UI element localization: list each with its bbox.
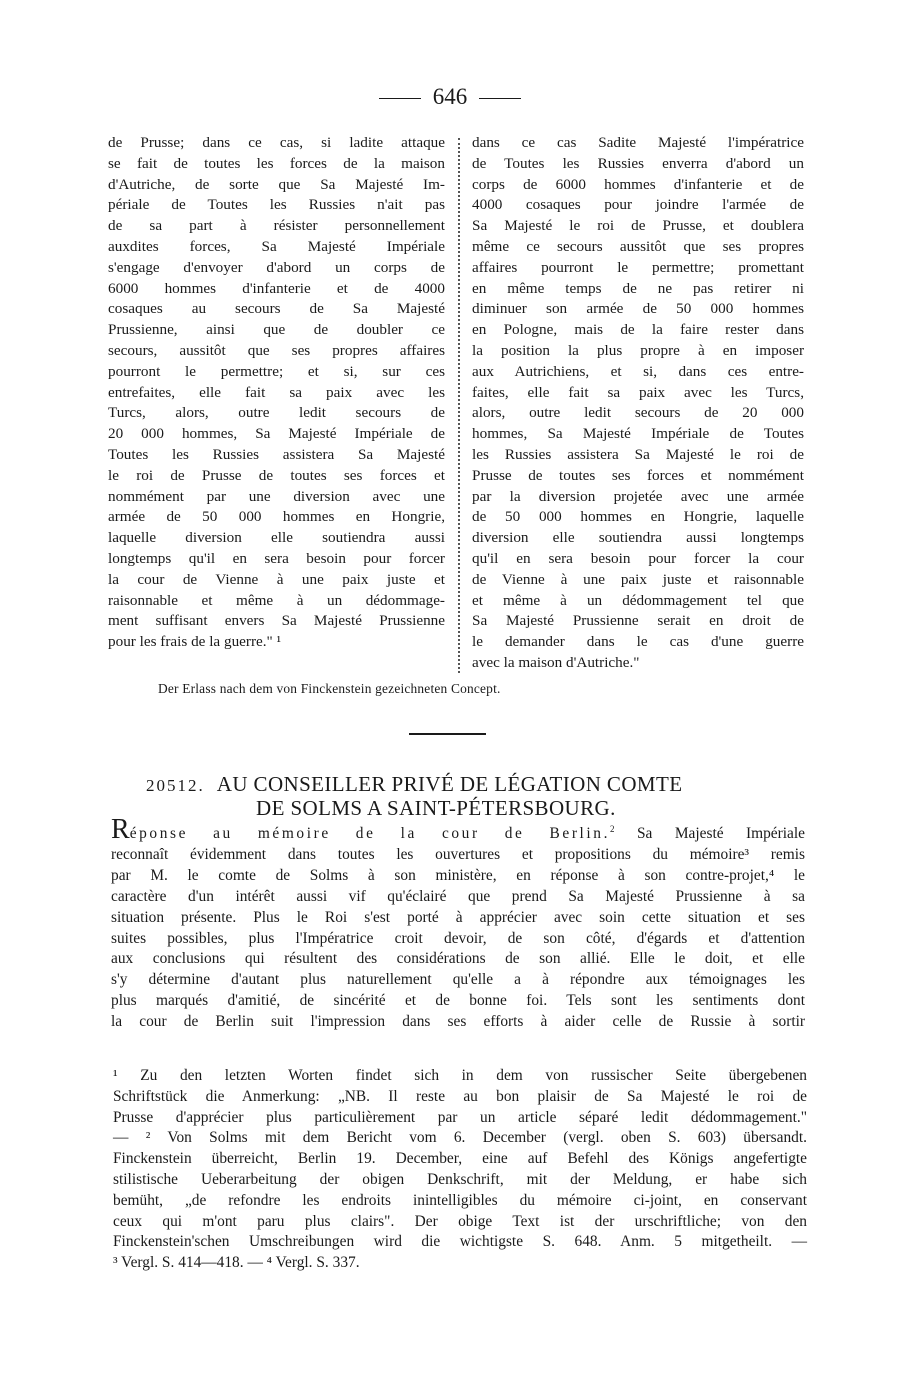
right-column-line: et même à un dédommagement tel que <box>472 591 804 609</box>
document-number: 20512. <box>146 776 205 795</box>
footnote-line: — ² Von Solms mit dem Bericht vom 6. December (vergl. oben S. 603) übersandt. <box>113 1129 807 1147</box>
right-column-line: dans ce cas Sadite Majesté l'impératrice <box>472 134 804 151</box>
left-column-line: Turcs, alors, outre ledit secours de <box>108 404 445 422</box>
left-column-line: nommément par une diversion avec une <box>108 487 445 505</box>
right-column <box>472 133 804 674</box>
body-first-line-rest: Sa Majesté Impériale <box>637 825 805 842</box>
left-column-line: s'engage d'envoyer d'abord un corps de <box>108 258 445 276</box>
body-line: s'y détermine d'autant plus naturellement qu'elle a à répondre aux témoignages les <box>111 971 805 989</box>
body-line: aux conclusions qui résultent des considérations de son allié. Elle le doit, et elle <box>111 950 805 968</box>
page-number-text: 646 <box>432 84 468 109</box>
right-column-line: Prusse de toutes ses forces et nommément <box>472 466 804 484</box>
right-column-line: affaires pourront le permettre; promettant <box>472 258 804 276</box>
footnote-line: Schriftstück die Anmerkung: „NB. Il reste au bon plaisir de Sa Majesté le roi de <box>113 1087 807 1105</box>
right-column-line: même ce secours aussitôt que ses propres <box>472 237 804 255</box>
footnote-line: ceux qui m'ont paru plus clairs". Der obige Text ist der urschriftliche; von den <box>113 1212 807 1230</box>
right-column-line: Sa Majesté le roi de Prusse, et doublera <box>472 217 804 235</box>
body-line: caractère d'un intérêt aussi vif qu'éclairé que prend Sa Majesté Prussienne à sa <box>111 887 805 905</box>
right-column-line: en Pologne, mais de la faire rester dans <box>472 321 804 339</box>
right-column-line: diversion elle soutiendra aussi longtemps <box>472 529 804 547</box>
section-rule <box>409 733 486 735</box>
source-note: Der Erlass nach dem von Finckenstein gezeichneten Concept. <box>158 681 501 696</box>
right-column-line: par la diversion projetée avec une armée <box>472 487 804 505</box>
footnote-line: Finckenstein'schen Umschreibungen wird die wichtigste S. 648. Anm. 5 mitgetheilt. — <box>113 1233 807 1251</box>
left-column-line: 6000 hommes d'infanterie et de 4000 <box>108 279 445 297</box>
body-line: situation présente. Plus le Roi s'est porté à apprécier avec soin cette situation et ses <box>111 908 805 926</box>
left-column-line: entrefaites, elle fait sa paix avec les <box>108 383 445 401</box>
column-divider <box>458 138 460 673</box>
left-column-line: laquelle diversion elle soutiendra aussi <box>108 529 445 547</box>
left-column-line: le roi de Prusse de toutes ses forces et <box>108 466 445 484</box>
body-line: suites possibles, plus l'Impératrice croit devoir, de son côté, d'égards et d'attention <box>111 929 805 947</box>
left-column-line: 20 000 hommes, Sa Majesté Impériale de <box>108 425 445 443</box>
footnote-line: Prusse d'apprécier plus particulièrement par un article séparé ledit dédommagement." <box>113 1108 807 1126</box>
left-column-line: périale de Toutes les Russies n'ait pas <box>108 196 445 214</box>
footnote-line: ³ Vergl. S. 414—418. — ⁴ Vergl. S. 337. <box>113 1254 360 1272</box>
left-column-line: pour les frais de la guerre." ¹ <box>108 633 282 651</box>
right-column-line: de 50 000 hommes en Hongrie, laquelle <box>472 508 804 526</box>
left-column-line: armée de 50 000 hommes en Hongrie, <box>108 508 445 526</box>
body-line: reconnaît évidemment dans toutes les ouvertures et propositions du mémoire³ remis <box>111 845 805 863</box>
body-first-line <box>111 814 805 845</box>
body-line: plus marqués d'amitié, de sincérité et de bonne foi. Tels sont les sentiments dont <box>111 992 805 1010</box>
right-column-line: faites, elle fait sa paix avec les Turcs, <box>472 383 804 401</box>
right-column-line: de Toutes les Russies enverra d'abord un <box>472 154 804 172</box>
body-line: la cour de Berlin suit l'impression dans ses efforts à aider celle de Russie à sortir <box>111 1013 805 1031</box>
body-line: par M. le comte de Solms à son ministère, en réponse à son contre-projet,⁴ le <box>111 866 805 884</box>
left-column-line: longtemps qu'il en sera besoin pour forcer <box>108 549 445 567</box>
left-column-line: de Prusse; dans ce cas, si ladite attaque <box>108 134 445 151</box>
page-number <box>0 84 900 110</box>
page-number-dash-left <box>379 98 421 99</box>
body-opening-spaced: éponse au mémoire de la cour de Berlin. <box>129 825 611 842</box>
right-column-line: aux Autrichiens, et si, dans ces entre- <box>472 362 804 380</box>
footnote-line: ¹ Zu den letzten Worten findet sich in dem von russischer Seite übergebenen <box>113 1067 807 1084</box>
right-column-line: qu'il en sera besoin pour forcer la cour <box>472 549 804 567</box>
footnote-line: bemüht, „de refondre les endroits inintelligibles du mémoire ci-joint, en conservant <box>113 1191 807 1209</box>
left-column-line: de sa part à résister personnellement <box>108 217 445 235</box>
left-column-line: ment suffisant envers Sa Majesté Prussienne <box>108 612 445 630</box>
footnote-line: Finckenstein überreicht, Berlin 19. December, eine auf Befehl des Königs angefertigte <box>113 1150 807 1168</box>
right-column-line: Sa Majesté Prussienne serait en droit de <box>472 612 804 630</box>
document-title-line1: AU CONSEILLER PRIVÉ DE LÉGATION COMTE <box>216 772 683 796</box>
left-column-line: cosaques au secours de Sa Majesté <box>108 300 445 318</box>
right-column-line: la position la plus propre à en imposer <box>472 341 804 359</box>
left-column-line: secours, aussitôt que ses propres affaires <box>108 341 445 359</box>
right-column-line: de Vienne à une paix juste et raisonnable <box>472 570 804 588</box>
right-column-line: alors, outre ledit secours de 20 000 <box>472 404 804 422</box>
left-column-line: la cour de Vienne à une paix juste et <box>108 570 445 588</box>
footnote-ref-2: 2 <box>610 824 615 834</box>
footnote-line: stilistische Ueberarbeitung der obigen Denkschrift, mit der Meldung, er habe sich <box>113 1170 807 1188</box>
body-lines <box>111 845 805 1033</box>
document-heading <box>146 773 806 820</box>
left-column-line: d'Autriche, de sorte que Sa Majesté Im- <box>108 175 445 193</box>
left-column-line: raisonnable et même à un dédommage- <box>108 591 445 609</box>
left-column-line: pourront le permettre; et si, sur ces <box>108 362 445 380</box>
left-column-line: Toutes les Russies assistera Sa Majesté <box>108 445 445 463</box>
footnotes <box>113 1066 807 1274</box>
right-column-line: diminuer son armée de 50 000 hommes <box>472 300 804 318</box>
right-column-line: corps de 6000 hommes d'infanterie et de <box>472 175 804 193</box>
right-column-line: en même temps de ne pas retirer ni <box>472 279 804 297</box>
drop-cap: R <box>111 814 130 845</box>
left-column-line: se fait de toutes les forces de la maison <box>108 154 445 172</box>
right-column-line: avec la maison d'Autriche." <box>472 653 640 671</box>
right-column-line: le demander dans le cas d'une guerre <box>472 633 804 651</box>
left-column-line: auxdites forces, Sa Majesté Impériale <box>108 237 445 255</box>
document-title-line2: DE SOLMS A SAINT-PÉTERSBOURG. <box>256 796 616 820</box>
page-number-dash-right <box>479 98 521 99</box>
right-column-line: hommes, Sa Majesté Impériale de Toutes <box>472 425 804 443</box>
right-column-line: les Russies assistera Sa Majesté le roi de <box>472 445 804 463</box>
left-column-line: Prussienne, ainsi que de doubler ce <box>108 321 445 339</box>
right-column-line: 4000 cosaques pour joindre l'armée de <box>472 196 804 214</box>
left-column <box>108 133 445 653</box>
body-text <box>111 814 805 1033</box>
